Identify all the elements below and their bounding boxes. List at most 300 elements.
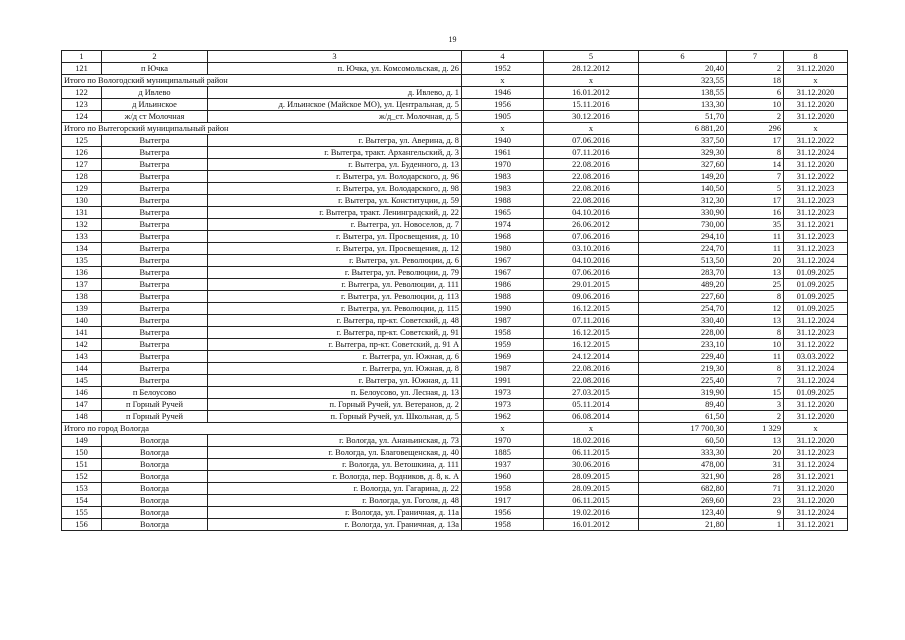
year-cell: 1962 bbox=[462, 411, 544, 423]
table-row bbox=[62, 291, 848, 303]
column-header: 4 bbox=[462, 51, 544, 63]
year-cell: 1905 bbox=[462, 111, 544, 123]
residents-cell: 13 bbox=[727, 267, 784, 279]
residents-cell: 2 bbox=[727, 111, 784, 123]
row-number-cell: 148 bbox=[62, 411, 102, 423]
row-number-cell: 149 bbox=[62, 435, 102, 447]
year-cell: 1987 bbox=[462, 363, 544, 375]
year-cell: 1937 bbox=[462, 459, 544, 471]
column-header: 8 bbox=[784, 51, 848, 63]
address-cell: п. Горный Ручей, ул. Школьная, д. 5 bbox=[208, 411, 462, 423]
deadline-cell: 31.12.2020 bbox=[784, 495, 848, 507]
date-cell: 22.08.2016 bbox=[544, 171, 639, 183]
address-cell: д. Ильинское (Майское МО), ул. Центральная, д. 5 bbox=[208, 99, 462, 111]
address-cell: г. Вологда, ул. Ветошкина, д. 111 bbox=[208, 459, 462, 471]
settlement-cell: Вытегра bbox=[102, 195, 208, 207]
date-cell: 22.08.2016 bbox=[544, 375, 639, 387]
address-cell: п. Белоусово, ул. Лесная, д. 13 bbox=[208, 387, 462, 399]
table-row bbox=[62, 63, 848, 75]
table-row bbox=[62, 315, 848, 327]
deadline-cell: 31.12.2020 bbox=[784, 87, 848, 99]
settlement-cell: Вытегра bbox=[102, 243, 208, 255]
housing-register-table bbox=[61, 50, 848, 531]
settlement-cell: Вытегра bbox=[102, 207, 208, 219]
row-number-cell: 146 bbox=[62, 387, 102, 399]
year-cell: 1983 bbox=[462, 183, 544, 195]
area-cell: 330,90 bbox=[639, 207, 727, 219]
date-cell: 22.08.2016 bbox=[544, 195, 639, 207]
residents-cell: 17 bbox=[727, 135, 784, 147]
date-cell: 07.06.2016 bbox=[544, 231, 639, 243]
year-cell: 1956 bbox=[462, 507, 544, 519]
area-cell: 89,40 bbox=[639, 399, 727, 411]
table-row bbox=[62, 471, 848, 483]
row-number-cell: 126 bbox=[62, 147, 102, 159]
year-cell: х bbox=[462, 123, 544, 135]
residents-cell: 71 bbox=[727, 483, 784, 495]
area-cell: 513,50 bbox=[639, 255, 727, 267]
area-cell: 224,70 bbox=[639, 243, 727, 255]
table-row bbox=[62, 435, 848, 447]
year-cell: 1988 bbox=[462, 195, 544, 207]
row-number-cell: 125 bbox=[62, 135, 102, 147]
row-number-cell: 128 bbox=[62, 171, 102, 183]
date-cell: 16.12.2015 bbox=[544, 327, 639, 339]
subtotal-label: Итого по город Вологда bbox=[62, 423, 462, 435]
address-cell: г. Вытегра, пр-кт. Советский, д. 91 А bbox=[208, 339, 462, 351]
deadline-cell: 31.12.2024 bbox=[784, 507, 848, 519]
residents-cell: 18 bbox=[727, 75, 784, 87]
residents-cell: 6 bbox=[727, 87, 784, 99]
deadline-cell: 31.12.2020 bbox=[784, 411, 848, 423]
residents-cell: 13 bbox=[727, 315, 784, 327]
settlement-cell: Вологда bbox=[102, 519, 208, 531]
table-row bbox=[62, 231, 848, 243]
row-number-cell: 122 bbox=[62, 87, 102, 99]
year-cell: 1990 bbox=[462, 303, 544, 315]
date-cell: 16.01.2012 bbox=[544, 87, 639, 99]
settlement-cell: п Горный Ручей bbox=[102, 411, 208, 423]
area-cell: 333,30 bbox=[639, 447, 727, 459]
table-row bbox=[62, 411, 848, 423]
address-cell: г. Вытегра, ул. Южная, д. 11 bbox=[208, 375, 462, 387]
deadline-cell: 31.12.2024 bbox=[784, 375, 848, 387]
date-cell: 16.01.2012 bbox=[544, 519, 639, 531]
residents-cell: 10 bbox=[727, 339, 784, 351]
residents-cell: 12 bbox=[727, 303, 784, 315]
row-number-cell: 137 bbox=[62, 279, 102, 291]
address-cell: г. Вытегра, пр-кт. Советский, д. 91 bbox=[208, 327, 462, 339]
address-cell: г. Вытегра, ул. Володарского, д. 96 bbox=[208, 171, 462, 183]
residents-cell: 9 bbox=[727, 507, 784, 519]
deadline-cell: 31.12.2022 bbox=[784, 171, 848, 183]
date-cell: 22.08.2016 bbox=[544, 363, 639, 375]
row-number-cell: 139 bbox=[62, 303, 102, 315]
settlement-cell: Вытегра bbox=[102, 375, 208, 387]
settlement-cell: Вытегра bbox=[102, 315, 208, 327]
date-cell: 06.08.2014 bbox=[544, 411, 639, 423]
residents-cell: 20 bbox=[727, 447, 784, 459]
year-cell: х bbox=[462, 75, 544, 87]
row-number-cell: 132 bbox=[62, 219, 102, 231]
residents-cell: 2 bbox=[727, 411, 784, 423]
date-cell: 18.02.2016 bbox=[544, 435, 639, 447]
deadline-cell: 31.12.2024 bbox=[784, 255, 848, 267]
residents-cell: 10 bbox=[727, 99, 784, 111]
row-number-cell: 147 bbox=[62, 399, 102, 411]
residents-cell: 31 bbox=[727, 459, 784, 471]
deadline-cell: 01.09.2025 bbox=[784, 291, 848, 303]
residents-cell: 11 bbox=[727, 243, 784, 255]
year-cell: 1973 bbox=[462, 399, 544, 411]
date-cell: 29.01.2015 bbox=[544, 279, 639, 291]
row-number-cell: 123 bbox=[62, 99, 102, 111]
year-cell: 1969 bbox=[462, 351, 544, 363]
date-cell: 24.12.2014 bbox=[544, 351, 639, 363]
deadline-cell: х bbox=[784, 75, 848, 87]
date-cell: 04.10.2016 bbox=[544, 207, 639, 219]
residents-cell: 8 bbox=[727, 291, 784, 303]
table-row bbox=[62, 267, 848, 279]
date-cell: 26.06.2012 bbox=[544, 219, 639, 231]
address-cell: г. Вытегра, пр-кт. Советский, д. 48 bbox=[208, 315, 462, 327]
area-cell: 283,70 bbox=[639, 267, 727, 279]
settlement-cell: Вытегра bbox=[102, 351, 208, 363]
address-cell: г. Вологда, ул. Гоголя, д. 48 bbox=[208, 495, 462, 507]
address-cell: г. Вытегра, ул. Аверина, д. 8 bbox=[208, 135, 462, 147]
deadline-cell: х bbox=[784, 423, 848, 435]
year-cell: х bbox=[462, 423, 544, 435]
deadline-cell: 31.12.2021 bbox=[784, 471, 848, 483]
column-header: 3 bbox=[208, 51, 462, 63]
table-row bbox=[62, 351, 848, 363]
year-cell: 1988 bbox=[462, 291, 544, 303]
table-row bbox=[62, 483, 848, 495]
deadline-cell: 03.03.2022 bbox=[784, 351, 848, 363]
row-number-cell: 154 bbox=[62, 495, 102, 507]
residents-cell: 28 bbox=[727, 471, 784, 483]
year-cell: 1968 bbox=[462, 231, 544, 243]
settlement-cell: Вытегра bbox=[102, 339, 208, 351]
year-cell: 1961 bbox=[462, 147, 544, 159]
address-cell: г. Вытегра, ул. Революции, д. 6 bbox=[208, 255, 462, 267]
page-number: 19 bbox=[448, 35, 457, 44]
settlement-cell: п Горный Ручей bbox=[102, 399, 208, 411]
date-cell: 22.08.2016 bbox=[544, 183, 639, 195]
table-row bbox=[62, 195, 848, 207]
column-header: 1 bbox=[62, 51, 102, 63]
year-cell: 1940 bbox=[462, 135, 544, 147]
deadline-cell: 01.09.2025 bbox=[784, 279, 848, 291]
year-cell: 1965 bbox=[462, 207, 544, 219]
area-cell: 228,00 bbox=[639, 327, 727, 339]
deadline-cell: 01.09.2025 bbox=[784, 303, 848, 315]
subtotal-row bbox=[62, 123, 848, 135]
table-row bbox=[62, 459, 848, 471]
residents-cell: 3 bbox=[727, 399, 784, 411]
deadline-cell: 01.09.2025 bbox=[784, 267, 848, 279]
deadline-cell: 31.12.2020 bbox=[784, 111, 848, 123]
deadline-cell: 31.12.2020 bbox=[784, 435, 848, 447]
deadline-cell: 31.12.2022 bbox=[784, 135, 848, 147]
table-row bbox=[62, 219, 848, 231]
date-cell: 30.12.2016 bbox=[544, 111, 639, 123]
subtotal-row bbox=[62, 423, 848, 435]
date-cell: 06.11.2015 bbox=[544, 447, 639, 459]
address-cell: г. Вытегра, ул. Просвещения, д. 12 bbox=[208, 243, 462, 255]
row-number-cell: 135 bbox=[62, 255, 102, 267]
column-header: 6 bbox=[639, 51, 727, 63]
year-cell: 1952 bbox=[462, 63, 544, 75]
residents-cell: 35 bbox=[727, 219, 784, 231]
subtotal-label: Итого по Вологодский муниципальный район bbox=[62, 75, 462, 87]
table-row bbox=[62, 87, 848, 99]
deadline-cell: 31.12.2024 bbox=[784, 459, 848, 471]
table-row bbox=[62, 507, 848, 519]
residents-cell: 23 bbox=[727, 495, 784, 507]
area-cell: 219,30 bbox=[639, 363, 727, 375]
deadline-cell: 31.12.2020 bbox=[784, 99, 848, 111]
table-row bbox=[62, 171, 848, 183]
area-cell: 21,80 bbox=[639, 519, 727, 531]
table-row bbox=[62, 303, 848, 315]
address-cell: п. Ючка, ул. Комсомольская, д. 26 bbox=[208, 63, 462, 75]
settlement-cell: Вологда bbox=[102, 495, 208, 507]
row-number-cell: 152 bbox=[62, 471, 102, 483]
year-cell: 1967 bbox=[462, 267, 544, 279]
table-row bbox=[62, 135, 848, 147]
settlement-cell: Вытегра bbox=[102, 291, 208, 303]
deadline-cell: 31.12.2021 bbox=[784, 519, 848, 531]
settlement-cell: п Ючка bbox=[102, 63, 208, 75]
table-row bbox=[62, 279, 848, 291]
residents-cell: 11 bbox=[727, 231, 784, 243]
area-cell: 6 881,20 bbox=[639, 123, 727, 135]
area-cell: 229,40 bbox=[639, 351, 727, 363]
deadline-cell: 31.12.2023 bbox=[784, 327, 848, 339]
subtotal-row bbox=[62, 75, 848, 87]
residents-cell: 296 bbox=[727, 123, 784, 135]
area-cell: 254,70 bbox=[639, 303, 727, 315]
area-cell: 329,30 bbox=[639, 147, 727, 159]
row-number-cell: 144 bbox=[62, 363, 102, 375]
settlement-cell: Вытегра bbox=[102, 327, 208, 339]
area-cell: 330,40 bbox=[639, 315, 727, 327]
deadline-cell: 31.12.2020 bbox=[784, 159, 848, 171]
deadline-cell: 31.12.2023 bbox=[784, 207, 848, 219]
settlement-cell: Вытегра bbox=[102, 303, 208, 315]
residents-cell: 11 bbox=[727, 351, 784, 363]
settlement-cell: Вытегра bbox=[102, 255, 208, 267]
deadline-cell: 31.12.2023 bbox=[784, 447, 848, 459]
year-cell: 1960 bbox=[462, 471, 544, 483]
deadline-cell: 31.12.2023 bbox=[784, 243, 848, 255]
address-cell: г. Вытегра, тракт. Ленинградский, д. 22 bbox=[208, 207, 462, 219]
date-cell: 07.06.2016 bbox=[544, 135, 639, 147]
address-cell: п. Горный Ручей, ул. Ветеранов, д. 2 bbox=[208, 399, 462, 411]
area-cell: 227,60 bbox=[639, 291, 727, 303]
deadline-cell: 01.09.2025 bbox=[784, 387, 848, 399]
residents-cell: 1 bbox=[727, 519, 784, 531]
row-number-cell: 124 bbox=[62, 111, 102, 123]
year-cell: 1973 bbox=[462, 387, 544, 399]
date-cell: 09.06.2016 bbox=[544, 291, 639, 303]
settlement-cell: Вытегра bbox=[102, 159, 208, 171]
row-number-cell: 131 bbox=[62, 207, 102, 219]
settlement-cell: Вытегра bbox=[102, 231, 208, 243]
address-cell: ж/д_ст. Молочная, д. 5 bbox=[208, 111, 462, 123]
column-header: 7 bbox=[727, 51, 784, 63]
address-cell: г. Вологда, ул. Благовещенская, д. 40 bbox=[208, 447, 462, 459]
deadline-cell: 31.12.2020 bbox=[784, 483, 848, 495]
residents-cell: 7 bbox=[727, 375, 784, 387]
subtotal-label: Итого по Вытегорский муниципальный район bbox=[62, 123, 462, 135]
column-header: 5 bbox=[544, 51, 639, 63]
settlement-cell: Вологда bbox=[102, 435, 208, 447]
residents-cell: 1 329 bbox=[727, 423, 784, 435]
settlement-cell: Вытегра bbox=[102, 363, 208, 375]
row-number-cell: 121 bbox=[62, 63, 102, 75]
area-cell: 233,10 bbox=[639, 339, 727, 351]
table-row bbox=[62, 363, 848, 375]
row-number-cell: 133 bbox=[62, 231, 102, 243]
table-row bbox=[62, 495, 848, 507]
date-cell: 06.11.2015 bbox=[544, 495, 639, 507]
area-cell: 319,90 bbox=[639, 387, 727, 399]
address-cell: г. Вытегра, ул. Новоселов, д. 7 bbox=[208, 219, 462, 231]
date-cell: 05.11.2014 bbox=[544, 399, 639, 411]
row-number-cell: 156 bbox=[62, 519, 102, 531]
residents-cell: 8 bbox=[727, 363, 784, 375]
settlement-cell: Вытегра bbox=[102, 183, 208, 195]
settlement-cell: п Белоусово bbox=[102, 387, 208, 399]
area-cell: 17 700,30 bbox=[639, 423, 727, 435]
date-cell: 22.08.2016 bbox=[544, 159, 639, 171]
date-cell: 16.12.2015 bbox=[544, 303, 639, 315]
area-cell: 61,50 bbox=[639, 411, 727, 423]
area-cell: 312,30 bbox=[639, 195, 727, 207]
residents-cell: 8 bbox=[727, 327, 784, 339]
residents-cell: 7 bbox=[727, 171, 784, 183]
row-number-cell: 130 bbox=[62, 195, 102, 207]
address-cell: г. Вытегра, ул. Конституции, д. 59 bbox=[208, 195, 462, 207]
year-cell: 1986 bbox=[462, 279, 544, 291]
area-cell: 321,90 bbox=[639, 471, 727, 483]
deadline-cell: 31.12.2020 bbox=[784, 399, 848, 411]
row-number-cell: 143 bbox=[62, 351, 102, 363]
area-cell: 60,50 bbox=[639, 435, 727, 447]
deadline-cell: 31.12.2023 bbox=[784, 231, 848, 243]
deadline-cell: 31.12.2024 bbox=[784, 315, 848, 327]
address-cell: г. Вытегра, ул. Южная, д. 8 bbox=[208, 363, 462, 375]
settlement-cell: Вытегра bbox=[102, 219, 208, 231]
area-cell: 225,40 bbox=[639, 375, 727, 387]
residents-cell: 17 bbox=[727, 195, 784, 207]
table-row bbox=[62, 183, 848, 195]
area-cell: 478,00 bbox=[639, 459, 727, 471]
year-cell: 1980 bbox=[462, 243, 544, 255]
residents-cell: 16 bbox=[727, 207, 784, 219]
column-number-row bbox=[62, 51, 848, 63]
address-cell: г. Вологда, пер. Водников, д. 8, к. А bbox=[208, 471, 462, 483]
deadline-cell: 31.12.2020 bbox=[784, 63, 848, 75]
area-cell: 269,60 bbox=[639, 495, 727, 507]
settlement-cell: Вытегра bbox=[102, 135, 208, 147]
date-cell: 30.06.2016 bbox=[544, 459, 639, 471]
area-cell: 323,55 bbox=[639, 75, 727, 87]
settlement-cell: Вологда bbox=[102, 447, 208, 459]
table-row bbox=[62, 339, 848, 351]
row-number-cell: 155 bbox=[62, 507, 102, 519]
year-cell: 1974 bbox=[462, 219, 544, 231]
table-row bbox=[62, 399, 848, 411]
date-cell: 03.10.2016 bbox=[544, 243, 639, 255]
date-cell: 07.06.2016 bbox=[544, 267, 639, 279]
date-cell: 28.12.2012 bbox=[544, 63, 639, 75]
residents-cell: 5 bbox=[727, 183, 784, 195]
date-cell: 07.11.2016 bbox=[544, 315, 639, 327]
area-cell: 327,60 bbox=[639, 159, 727, 171]
year-cell: 1970 bbox=[462, 435, 544, 447]
address-cell: г. Вологда, ул. Граничная, д. 11а bbox=[208, 507, 462, 519]
settlement-cell: Вологда bbox=[102, 459, 208, 471]
residents-cell: 25 bbox=[727, 279, 784, 291]
residents-cell: 15 bbox=[727, 387, 784, 399]
date-cell: 07.11.2016 bbox=[544, 147, 639, 159]
settlement-cell: д Ильинское bbox=[102, 99, 208, 111]
residents-cell: 20 bbox=[727, 255, 784, 267]
address-cell: г. Вологда, ул. Гагарина, д. 22 bbox=[208, 483, 462, 495]
row-number-cell: 150 bbox=[62, 447, 102, 459]
area-cell: 123,40 bbox=[639, 507, 727, 519]
table-row bbox=[62, 255, 848, 267]
row-number-cell: 142 bbox=[62, 339, 102, 351]
row-number-cell: 134 bbox=[62, 243, 102, 255]
residents-cell: 8 bbox=[727, 147, 784, 159]
year-cell: 1970 bbox=[462, 159, 544, 171]
address-cell: г. Вытегра, ул. Революции, д. 79 bbox=[208, 267, 462, 279]
year-cell: 1917 bbox=[462, 495, 544, 507]
year-cell: 1967 bbox=[462, 255, 544, 267]
area-cell: 140,50 bbox=[639, 183, 727, 195]
year-cell: 1958 bbox=[462, 327, 544, 339]
settlement-cell: Вологда bbox=[102, 507, 208, 519]
residents-cell: 2 bbox=[727, 63, 784, 75]
area-cell: 138,55 bbox=[639, 87, 727, 99]
table-row bbox=[62, 99, 848, 111]
address-cell: г. Вытегра, тракт. Архангельский, д. 3 bbox=[208, 147, 462, 159]
table-row bbox=[62, 447, 848, 459]
settlement-cell: Вытегра bbox=[102, 171, 208, 183]
area-cell: 730,00 bbox=[639, 219, 727, 231]
column-header: 2 bbox=[102, 51, 208, 63]
table-row bbox=[62, 375, 848, 387]
row-number-cell: 138 bbox=[62, 291, 102, 303]
year-cell: 1956 bbox=[462, 99, 544, 111]
year-cell: 1885 bbox=[462, 447, 544, 459]
residents-cell: 13 bbox=[727, 435, 784, 447]
table-row bbox=[62, 327, 848, 339]
date-cell: 04.10.2016 bbox=[544, 255, 639, 267]
deadline-cell: 31.12.2024 bbox=[784, 147, 848, 159]
settlement-cell: Вытегра bbox=[102, 279, 208, 291]
address-cell: г. Вытегра, ул. Южная, д. 6 bbox=[208, 351, 462, 363]
table-row bbox=[62, 207, 848, 219]
year-cell: 1991 bbox=[462, 375, 544, 387]
row-number-cell: 141 bbox=[62, 327, 102, 339]
table-row bbox=[62, 387, 848, 399]
table-row bbox=[62, 519, 848, 531]
